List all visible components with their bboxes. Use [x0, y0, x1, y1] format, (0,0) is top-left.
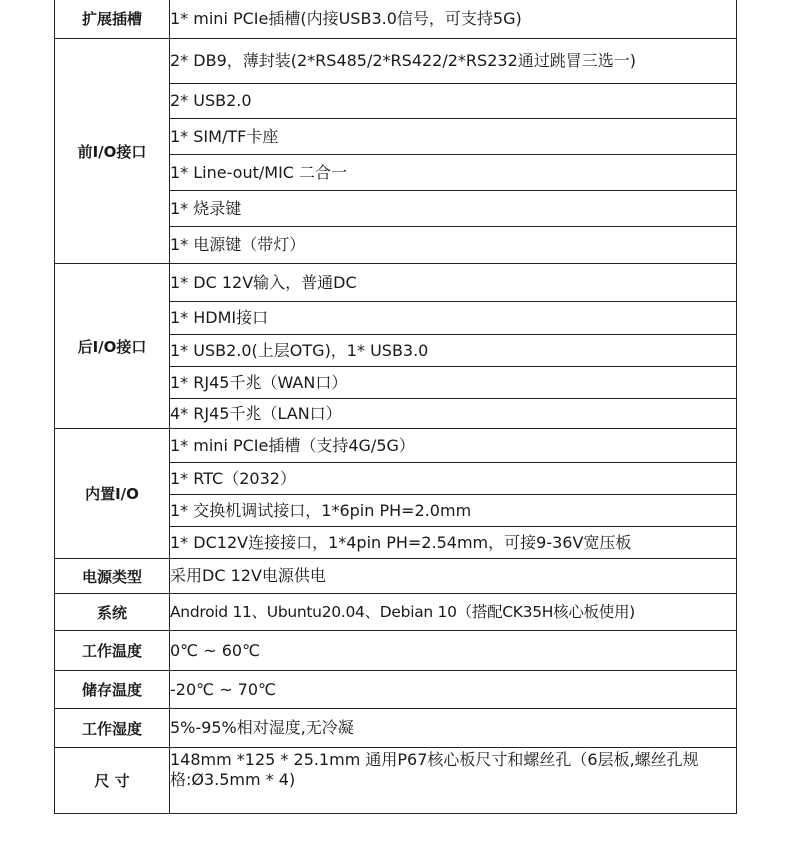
- spec-row-os: [55, 594, 737, 631]
- spec-label: 尺 寸: [55, 748, 170, 814]
- spec-row-rear-io: [55, 264, 737, 302]
- spec-label: 后I/O接口: [55, 264, 170, 429]
- spec-label: 工作湿度: [55, 709, 170, 748]
- spec-value: 4* RJ45千兆（LAN口）: [170, 399, 737, 429]
- spec-row-dimensions: [55, 748, 737, 814]
- spec-value: 1* Line-out/MIC 二合一: [170, 155, 737, 191]
- spec-value: 1* RTC（2032）: [170, 463, 737, 495]
- spec-label: 系统: [55, 594, 170, 631]
- spec-label: 电源类型: [55, 559, 170, 594]
- spec-value: 1* SIM/TF卡座: [170, 119, 737, 155]
- spec-value: 1* HDMI接口: [170, 302, 737, 335]
- spec-value: 0℃ ~ 60℃: [170, 631, 737, 671]
- spec-value: 1* mini PCIe插槽（支持4G/5G）: [170, 429, 737, 463]
- spec-label: 扩展插槽: [55, 0, 170, 39]
- spec-value: 采用DC 12V电源供电: [170, 559, 737, 594]
- spec-value: 1* mini PCIe插槽(内接USB3.0信号，可支持5G): [170, 0, 737, 39]
- spec-value: 1* 烧录键: [170, 191, 737, 227]
- spec-row-internal-io: [55, 429, 737, 463]
- spec-value: 1* DC 12V输入，普通DC: [170, 264, 737, 302]
- spec-value: 1* DC12V连接接口，1*4pin PH=2.54mm，可接9-36V宽压板: [170, 527, 737, 559]
- spec-value: 1* RJ45千兆（WAN口）: [170, 367, 737, 399]
- spec-table: [54, 0, 737, 814]
- spec-value: Android 11、Ubuntu20.04、Debian 10（搭配CK35H核心板使用): [170, 594, 737, 631]
- spec-row-expansion: [55, 0, 737, 39]
- spec-value: 1* 交换机调试接口，1*6pin PH=2.0mm: [170, 495, 737, 527]
- spec-row-front-io: [55, 39, 737, 84]
- spec-row-power: [55, 559, 737, 594]
- spec-row-operating-temp: [55, 631, 737, 671]
- spec-label: 内置I/O: [55, 429, 170, 559]
- spec-value: 5%-95%相对湿度,无冷凝: [170, 709, 737, 748]
- spec-label: 工作温度: [55, 631, 170, 671]
- spec-value: 1* 电源键（带灯）: [170, 227, 737, 264]
- spec-value: 2* DB9，薄封装(2*RS485/2*RS422/2*RS232通过跳冒三选一): [170, 39, 737, 84]
- spec-value: -20℃ ~ 70℃: [170, 671, 737, 709]
- spec-row-humidity: [55, 709, 737, 748]
- spec-row-storage-temp: [55, 671, 737, 709]
- spec-value: 2* USB2.0: [170, 84, 737, 119]
- spec-value: 1* USB2.0(上层OTG)，1* USB3.0: [170, 335, 737, 367]
- spec-value: 148mm *125 * 25.1mm 通用P67核心板尺寸和螺丝孔（6层板,螺丝孔规格:Ø3.5mm * 4): [170, 748, 737, 814]
- spec-label: 前I/O接口: [55, 39, 170, 264]
- spec-label: 储存温度: [55, 671, 170, 709]
